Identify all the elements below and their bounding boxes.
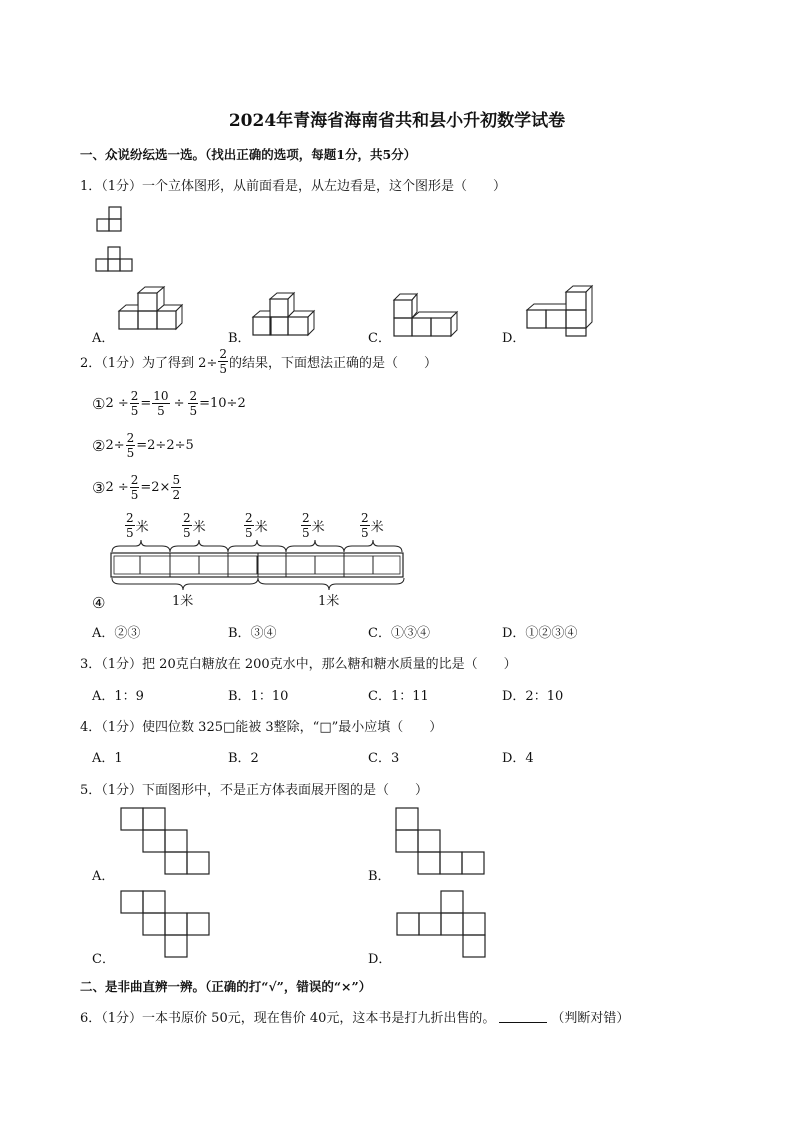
- q2-stem-fraction: [218, 348, 228, 375]
- q2-m1-frac-3: [188, 390, 198, 417]
- q2-m1-f2n: 10: [153, 389, 169, 403]
- q2-m3-gd: 2: [172, 488, 181, 502]
- question-1-option-d[interactable]: D．: [502, 331, 526, 346]
- question-1-option-a[interactable]: A．: [92, 331, 115, 346]
- q2-m1-rest: =10÷2: [199, 396, 246, 411]
- question-3-stem: 3．（1分）把 20克白糖放在 200克水中，那么糖和糖水质量的比是（ ）: [80, 657, 517, 672]
- q2-m4-seg5-den: 5: [361, 526, 369, 540]
- q2-m2-label: ②: [92, 436, 106, 455]
- q2-m4-label: ④: [92, 594, 106, 612]
- q2-m4-seg1-den: 5: [126, 526, 134, 540]
- question-3-option-a[interactable]: A．1：9: [92, 689, 144, 704]
- q2-stem-pre: 2．（1分）为了得到 2÷: [80, 356, 218, 371]
- q2-m4-bar-diagram: [110, 540, 410, 598]
- question-2-option-b[interactable]: B．③④: [228, 626, 277, 641]
- question-6-stem: [80, 1007, 629, 1026]
- q2-m3-fd: 5: [130, 488, 139, 502]
- question-2-option-a[interactable]: A．②③: [92, 626, 141, 641]
- question-1-stem: 1．（1分）一个立体图形，从前面看是，从左边看是，这个图形是（ ）: [80, 179, 507, 194]
- q2-m1-f1d: 5: [130, 404, 139, 418]
- question-1-option-c[interactable]: C．: [368, 331, 391, 346]
- q1-front-view-figure: [96, 206, 126, 234]
- q2-m3-a: 2 ÷: [105, 480, 129, 495]
- q2-m4-seg4-num: 2: [302, 511, 310, 525]
- q2-m1-f3d: 5: [189, 404, 198, 418]
- q2-m1-f2d: 5: [157, 404, 165, 418]
- q2-m4-seg3-num: 2: [245, 511, 253, 525]
- q2-m4-seg3-den: 5: [245, 526, 253, 540]
- q5-option-d-net: [396, 890, 488, 958]
- q2-m4-meter-2: 1米: [318, 594, 340, 609]
- q2-m3-fn: 2: [130, 473, 139, 487]
- question-5-option-d[interactable]: D．: [368, 952, 392, 967]
- question-5-option-a[interactable]: A．: [92, 869, 115, 884]
- q2-m2-a: 2÷: [105, 438, 125, 453]
- question-2-option-d[interactable]: D．①②③④: [502, 626, 578, 641]
- q2-m4-seg-label-4: [300, 512, 325, 539]
- question-4-option-b[interactable]: B．2: [228, 751, 259, 766]
- q2-m4-seg5-num: 2: [361, 511, 369, 525]
- question-4-option-d[interactable]: D．4: [502, 751, 534, 766]
- q2-m1-a: 2 ÷: [105, 396, 129, 411]
- question-3-option-d[interactable]: D．2：10: [502, 689, 564, 704]
- q2-m3-frac-2: [171, 474, 181, 501]
- q2-m3-frac-1: [130, 474, 140, 501]
- question-1-option-b[interactable]: B．: [228, 331, 251, 346]
- question-5-option-b[interactable]: B．: [368, 869, 391, 884]
- q2-m3-label: ③: [92, 478, 106, 497]
- q2-m4-seg5-unit: 米: [370, 520, 384, 535]
- q1-option-d-figure: [526, 284, 598, 340]
- q2-stem-frac-num: 2: [219, 347, 227, 361]
- question-4-option-c[interactable]: C．3: [368, 751, 400, 766]
- q1-left-view-figure: [95, 246, 137, 274]
- q2-m4-seg1-num: 2: [126, 511, 134, 525]
- q6-stem-tail: （判断对错）: [551, 1011, 630, 1026]
- question-2-stem: [80, 348, 437, 375]
- q1-option-a-figure: [118, 285, 188, 335]
- q2-stem-frac-den: 5: [219, 362, 227, 376]
- q2-m3-gn: 5: [172, 473, 181, 487]
- page-title: 2024年青海省海南省共和县小升初数学试卷: [228, 111, 566, 131]
- q1-option-b-figure: [252, 291, 322, 337]
- question-4-option-a[interactable]: A．1: [92, 751, 123, 766]
- q2-m4-seg-label-1: [124, 512, 149, 539]
- q2-m4-seg2-den: 5: [183, 526, 191, 540]
- question-3-option-b[interactable]: B．1：10: [228, 689, 289, 704]
- q2-m2-fd: 5: [126, 446, 135, 460]
- q5-option-a-net: [120, 807, 212, 875]
- question-3-option-c[interactable]: C．1：11: [368, 689, 429, 704]
- q2-m4-seg2-unit: 米: [192, 520, 206, 535]
- q2-method-3: [92, 474, 182, 501]
- q6-stem-text: 6．（1分）一本书原价 50元，现在售价 40元，这本书是打九折出售的。: [80, 1011, 496, 1026]
- section-heading-2: 二、是非曲直辨一辨。（正确的打“√”，错误的“×”）: [80, 979, 372, 994]
- q2-method-2: [92, 432, 194, 459]
- q2-m1-eq: =: [140, 396, 152, 411]
- q2-m4-seg2-num: 2: [183, 511, 191, 525]
- q5-option-c-net: [120, 890, 212, 958]
- q2-stem-post: 的结果，下面想法正确的是（ ）: [228, 356, 437, 371]
- q2-method-1: [92, 390, 246, 417]
- q2-m2-fn: 2: [126, 431, 135, 445]
- q2-m1-frac-2: [152, 390, 169, 417]
- q2-m3-mid: =2×: [140, 480, 171, 495]
- q2-m4-seg1-unit: 米: [135, 520, 149, 535]
- q2-m1-label: ①: [92, 394, 106, 413]
- q5-option-b-net: [395, 807, 487, 875]
- q2-m4-seg-label-3: [243, 512, 268, 539]
- question-5-stem: 5．（1分）下面图形中，不是正方体表面展开图的是（ ）: [80, 783, 429, 798]
- q2-m4-seg4-den: 5: [302, 526, 310, 540]
- q6-answer-blank[interactable]: [499, 1010, 547, 1023]
- q2-m2-rest: =2÷2÷5: [136, 438, 194, 453]
- q2-m4-seg3-unit: 米: [254, 520, 268, 535]
- q2-m1-div: ÷: [173, 396, 185, 411]
- q2-m4-meter-1: 1米: [172, 594, 194, 609]
- q1-option-c-figure: [393, 292, 463, 338]
- q2-m2-frac: [126, 432, 136, 459]
- question-4-stem: 4．（1分）使四位数 325□能被 3整除，“□”最小应填（ ）: [80, 720, 443, 735]
- question-2-option-c[interactable]: C．①③④: [368, 626, 430, 641]
- section-heading-1: 一、众说纷纭选一选。（找出正确的选项，每题1分，共5分）: [80, 147, 417, 162]
- q2-m4-seg-label-2: [181, 512, 206, 539]
- q2-m1-f3n: 2: [189, 389, 198, 403]
- q2-m4-seg-label-5: [359, 512, 384, 539]
- q2-m1-frac-1: [130, 390, 140, 417]
- q2-m1-f1n: 2: [130, 389, 139, 403]
- q2-m4-seg4-unit: 米: [311, 520, 325, 535]
- question-5-option-c[interactable]: C．: [92, 952, 115, 967]
